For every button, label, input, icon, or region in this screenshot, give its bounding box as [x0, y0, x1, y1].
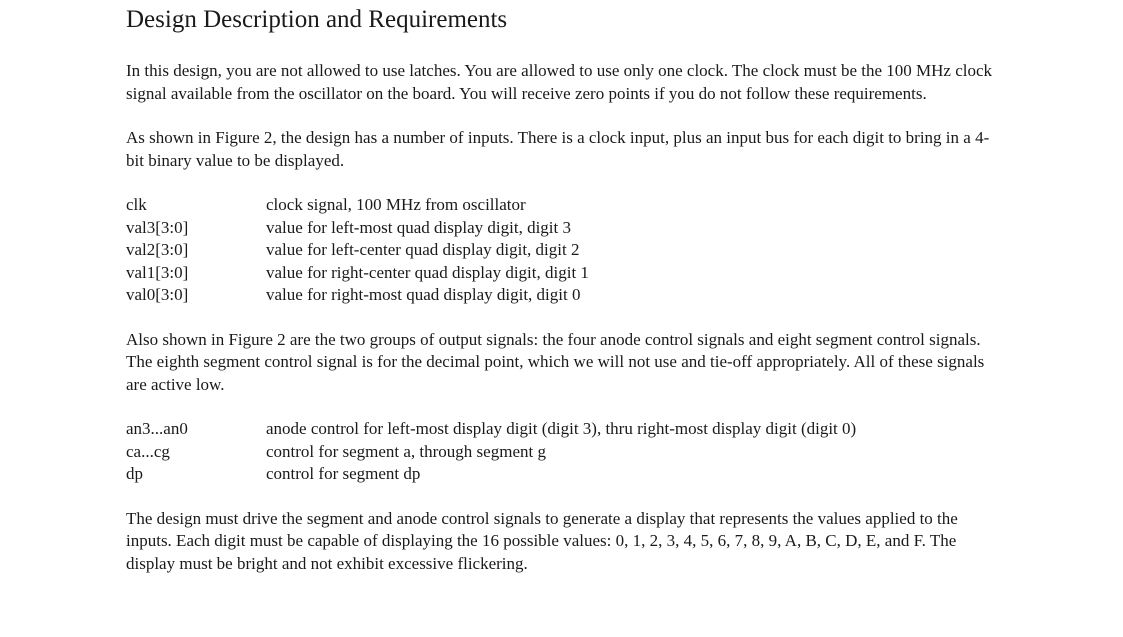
signal-description: anode control for left-most display digit (digit 3), thru right-most display digit (digit 0)	[266, 419, 857, 438]
signal-description: value for right-center quad display digit, digit 1	[266, 262, 589, 282]
input-row	[126, 262, 589, 285]
signal-name: val3[3:0]	[126, 217, 189, 237]
input-row	[126, 284, 589, 307]
signal-description: control for segment dp	[266, 464, 421, 483]
output-row	[126, 463, 856, 486]
input-row	[126, 194, 589, 217]
paragraph-display-requirements: The design must drive the segment and anode control signals to generate a display that represents the values applied to the inputs. Each digit must be capable of displaying the 16 possible values: 0, 1, 2, 3, 4, 5, 6, 7, 8, 9, A, B, C, D, E, and F. The display must be bright and not exhibit excessive flickering.	[126, 508, 958, 573]
signal-description: value for left-center quad display digit, digit 2	[266, 240, 580, 259]
signal-name: clk	[126, 195, 147, 214]
document-page	[126, 4, 1006, 575]
signal-description: control for segment a, through segment g	[266, 441, 546, 461]
signal-description: value for left-most quad display digit, digit 3	[266, 217, 572, 237]
signal-name: val2[3:0]	[126, 240, 189, 259]
signal-description: value for right-most quad display digit, digit 0	[266, 285, 581, 304]
output-signals-table	[126, 418, 856, 486]
output-row	[126, 441, 856, 464]
input-row	[126, 239, 589, 262]
input-signals-table	[126, 194, 589, 307]
signal-description: clock signal, 100 MHz from oscillator	[266, 195, 526, 214]
section-title: Design Description and Requirements	[126, 6, 508, 33]
signal-name: val1[3:0]	[126, 262, 189, 282]
signal-name: an3...an0	[126, 419, 188, 438]
signal-name: dp	[126, 464, 143, 483]
output-row	[126, 418, 856, 441]
paragraph-inputs-intro: As shown in Figure 2, the design has a number of inputs. There is a clock input, plus an input bus for each digit to bring in a 4-bit binary value to be displayed.	[126, 128, 990, 170]
paragraph-outputs-intro: Also shown in Figure 2 are the two groups of output signals: the four anode control signals and eight segment control signals. The eighth segment control signal is for the decimal point, which we will not use and tie-off appropriately. All of these signals are active low.	[126, 329, 985, 394]
paragraph-clock-requirements: In this design, you are not allowed to use latches. You are allowed to use only one clock. The clock must be the 100 MHz clock signal available from the oscillator on the board. You will receive zero points if you do not follow these requirements.	[126, 61, 993, 103]
input-row	[126, 217, 589, 240]
signal-name: val0[3:0]	[126, 285, 189, 304]
signal-name: ca...cg	[126, 441, 170, 461]
